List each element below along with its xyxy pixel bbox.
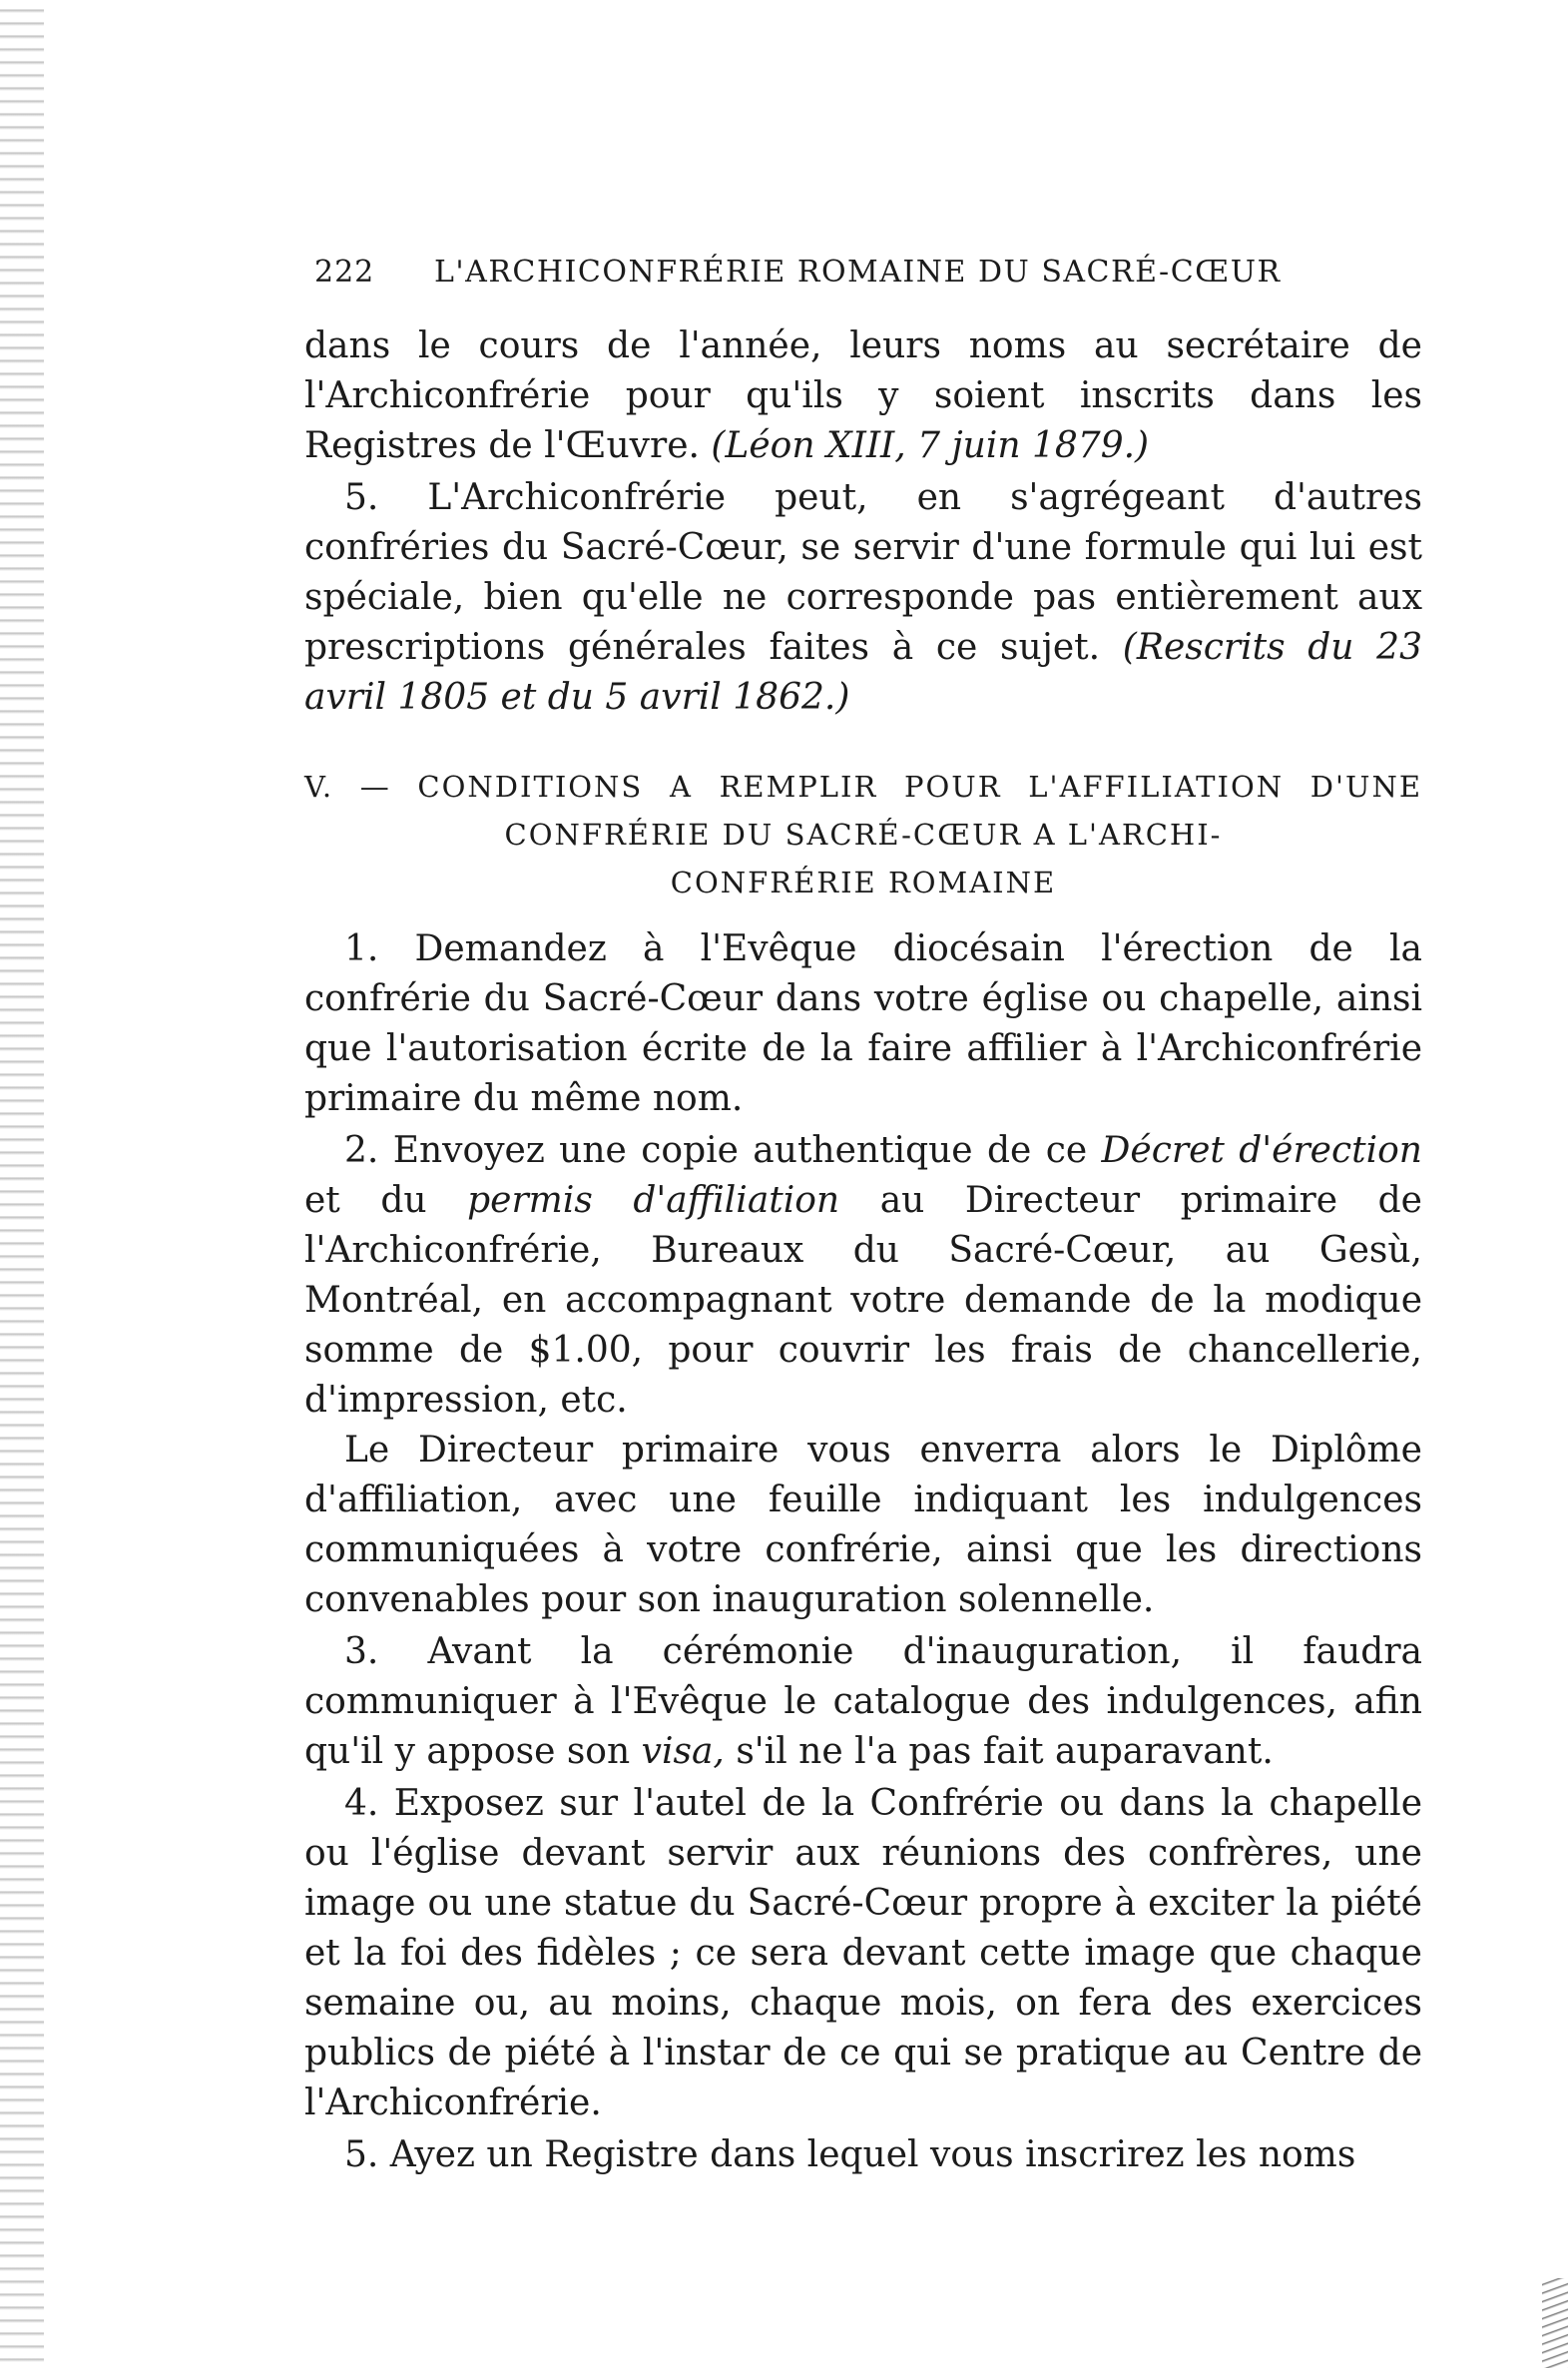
section-heading-line-1: V. — CONDITIONS A REMPLIR POUR L'AFFILIATION D'UNE: [304, 770, 1422, 804]
item-2-decret: Décret d'érection: [1101, 1130, 1422, 1171]
item-3-visa: visa,: [641, 1731, 725, 1772]
item-5: 5. Ayez un Registre dans lequel vous inscrirez les noms: [344, 2134, 1356, 2175]
item-2-text-b: et du: [304, 1180, 427, 1221]
continuation-citation: (Léon XIII, 7 juin 1879.): [711, 425, 1150, 466]
item-3: [304, 1627, 1422, 1777]
page-number: 222: [314, 255, 375, 290]
running-title: L'ARCHICONFRÉRIE ROMAINE DU SACRÉ-CŒUR: [434, 255, 1282, 290]
section-heading-line-2: CONFRÉRIE DU SACRÉ-CŒUR A L'ARCHI-: [504, 818, 1223, 852]
continuation-text: dans le cours de l'année, leurs noms au secrétaire de l'Archiconfrérie pour qu'ils y soient inscrits dans les Registres de l'Œuvre.: [304, 325, 1422, 466]
item-3-text-b: s'il ne l'a pas fait auparavant.: [736, 1731, 1274, 1772]
previous-item-5-citation: (Rescrits du 23 avril 1805 et du 5 avril 1862.): [304, 627, 1422, 718]
continuation-paragraph: [304, 321, 1422, 471]
item-2-text-c: au Directeur primaire de l'Archiconfrérie, Bureaux du Sacré-Cœur, au Gesù, Montréal, en accompagnant votre demande de la modique somme de $1.00, pour couvrir les frais de chancellerie, d'impression, etc.: [304, 1180, 1422, 1421]
item-3-text-a: 3. Avant la cérémonie d'inauguration, il faudra communiquer à l'Evêque le catalogue des indulgences, afin qu'il y appose son: [304, 1631, 1422, 1772]
item-4: 4. Exposez sur l'autel de la Confrérie ou dans la chapelle ou l'église devant servir aux réunions des confrères, une image ou une statue du Sacré-Cœur propre à exciter la piété et la foi des fidèles ; ce sera devant cette image que chaque semaine ou, au moins, chaque mois, on fera des exercices publics de piété à l'instar de ce qui se pratique au Centre de l'Archiconfrérie.: [304, 1783, 1422, 2123]
body-text: [304, 321, 1422, 2180]
previous-item-5: [304, 473, 1422, 723]
item-2-followup: Le Directeur primaire vous enverra alors le Diplôme d'affiliation, avec une feuille indiquant les indulgences communiquées à votre confrérie, ainsi que les directions convenables pour son inauguration solennelle.: [304, 1430, 1422, 1620]
scan-edge-speckle: [0, 0, 44, 2368]
previous-item-5-text: 5. L'Archiconfrérie peut, en s'agrégeant d'autres confréries du Sacré-Cœur, se servir d'une formule qui lui est spéciale, bien qu'elle ne corresponde pas entièrement aux prescriptions générales faites à ce sujet.: [304, 477, 1422, 668]
scan-corner-speckle: [1542, 2278, 1568, 2368]
book-page: [304, 0, 1422, 2368]
item-1: 1. Demandez à l'Evêque diocésain l'érection de la confrérie du Sacré-Cœur dans votre église ou chapelle, ainsi que l'autorisation écrite de la faire affilier à l'Archiconfrérie primaire du même nom.: [304, 928, 1422, 1119]
section-heading-line-3: CONFRÉRIE ROMAINE: [670, 866, 1057, 899]
running-head: [314, 255, 1412, 290]
item-2-permis: permis d'affiliation: [467, 1180, 840, 1221]
item-2-text-a: 2. Envoyez une copie authentique de ce: [344, 1130, 1088, 1171]
item-2: [304, 1126, 1422, 1426]
section-heading: [304, 763, 1422, 906]
